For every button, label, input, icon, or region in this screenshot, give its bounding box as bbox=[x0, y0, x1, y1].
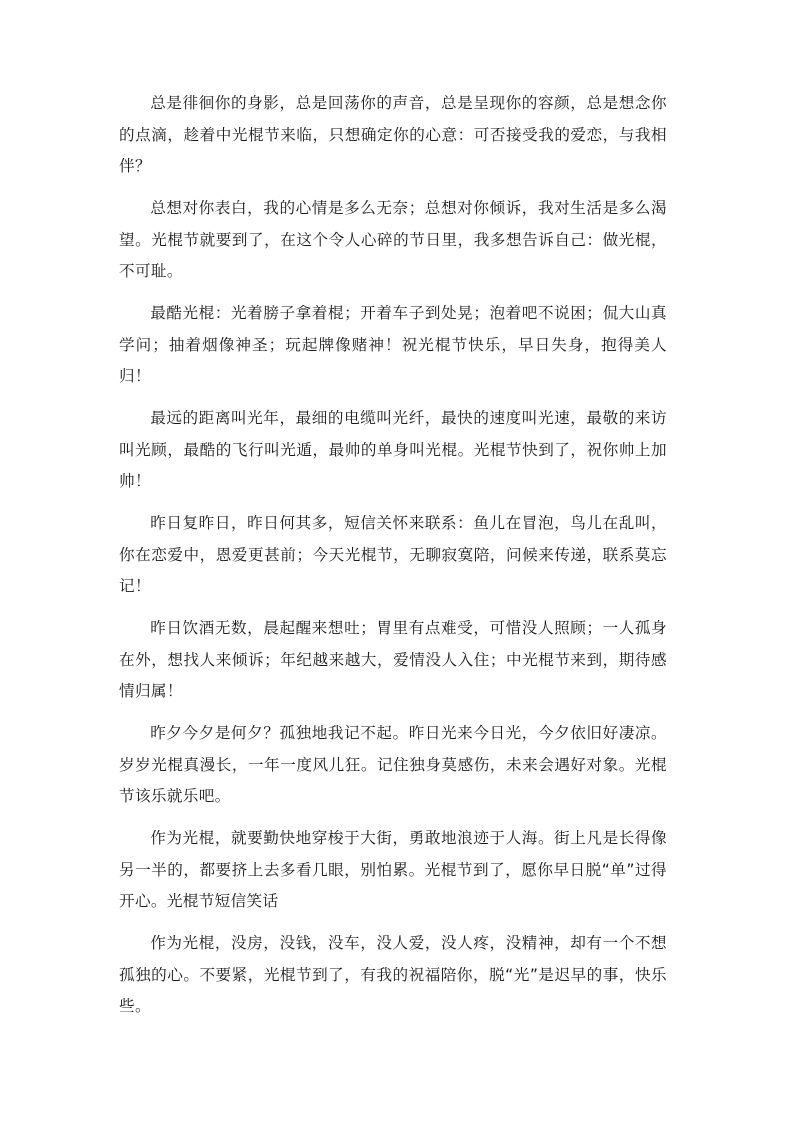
paragraph-4: 最远的距离叫光年，最细的电缆叫光纤，最快的速度叫光速，最敬的来访叫光顾，最酷的飞行叫光遁，最帅的单身叫光棍。光棍节快到了，祝你帅上加帅！ bbox=[119, 409, 667, 490]
paragraph-9: 作为光棍，没房，没钱，没车，没人爱，没人疼，没精神，却有一个不想孤独的心。不要紧，光棍节到了，有我的祝福陪你，脱“光”是迟早的事，快乐些。 bbox=[119, 934, 667, 1015]
paragraph-6: 昨日饮酒无数，晨起醒来想吐；胃里有点难受，可惜没人照顾；一人孤身在外，想找人来倾诉；年纪越来越大，爱情没人入住；中光棍节来到，期待感情归属！ bbox=[119, 619, 667, 700]
document-body bbox=[119, 88, 667, 1033]
paragraph-1: 总是徘徊你的身影，总是回荡你的声音，总是呈现你的容颜，总是想念你的点滴，趁着中光棍节来临，只想确定你的心意：可否接受我的爱恋，与我相伴？ bbox=[119, 94, 667, 175]
paragraph-7: 昨夕今夕是何夕？孤独地我记不起。昨日光来今日光，今夕依旧好凄凉。岁岁光棍真漫长，一年一度风儿狂。记住独身莫感伤，未来会遇好对象。光棍节该乐就乐吧。 bbox=[119, 724, 667, 805]
paragraph-8: 作为光棍，就要勤快地穿梭于大街，勇敢地浪迹于人海。街上凡是长得像另一半的，都要挤上去多看几眼，别怕累。光棍节到了，愿你早日脱“单”过得开心。光棍节短信笑话 bbox=[119, 829, 667, 910]
paragraph-2: 总想对你表白，我的心情是多么无奈；总想对你倾诉，我对生活是多么渴望。光棍节就要到了，在这个令人心碎的节日里，我多想告诉自己：做光棍，不可耻。 bbox=[119, 199, 667, 280]
paragraph-3: 最酷光棍：光着膀子拿着棍；开着车子到处晃；泡着吧不说困；侃大山真学问；抽着烟像神圣；玩起牌像赌神！祝光棍节快乐，早日失身，抱得美人归！ bbox=[119, 304, 667, 385]
paragraph-5: 昨日复昨日，昨日何其多，短信关怀来联系：鱼儿在冒泡，鸟儿在乱叫，你在恋爱中，恩爱更甚前；今天光棍节，无聊寂寞陪，问候来传递，联系莫忘记！ bbox=[119, 514, 667, 595]
